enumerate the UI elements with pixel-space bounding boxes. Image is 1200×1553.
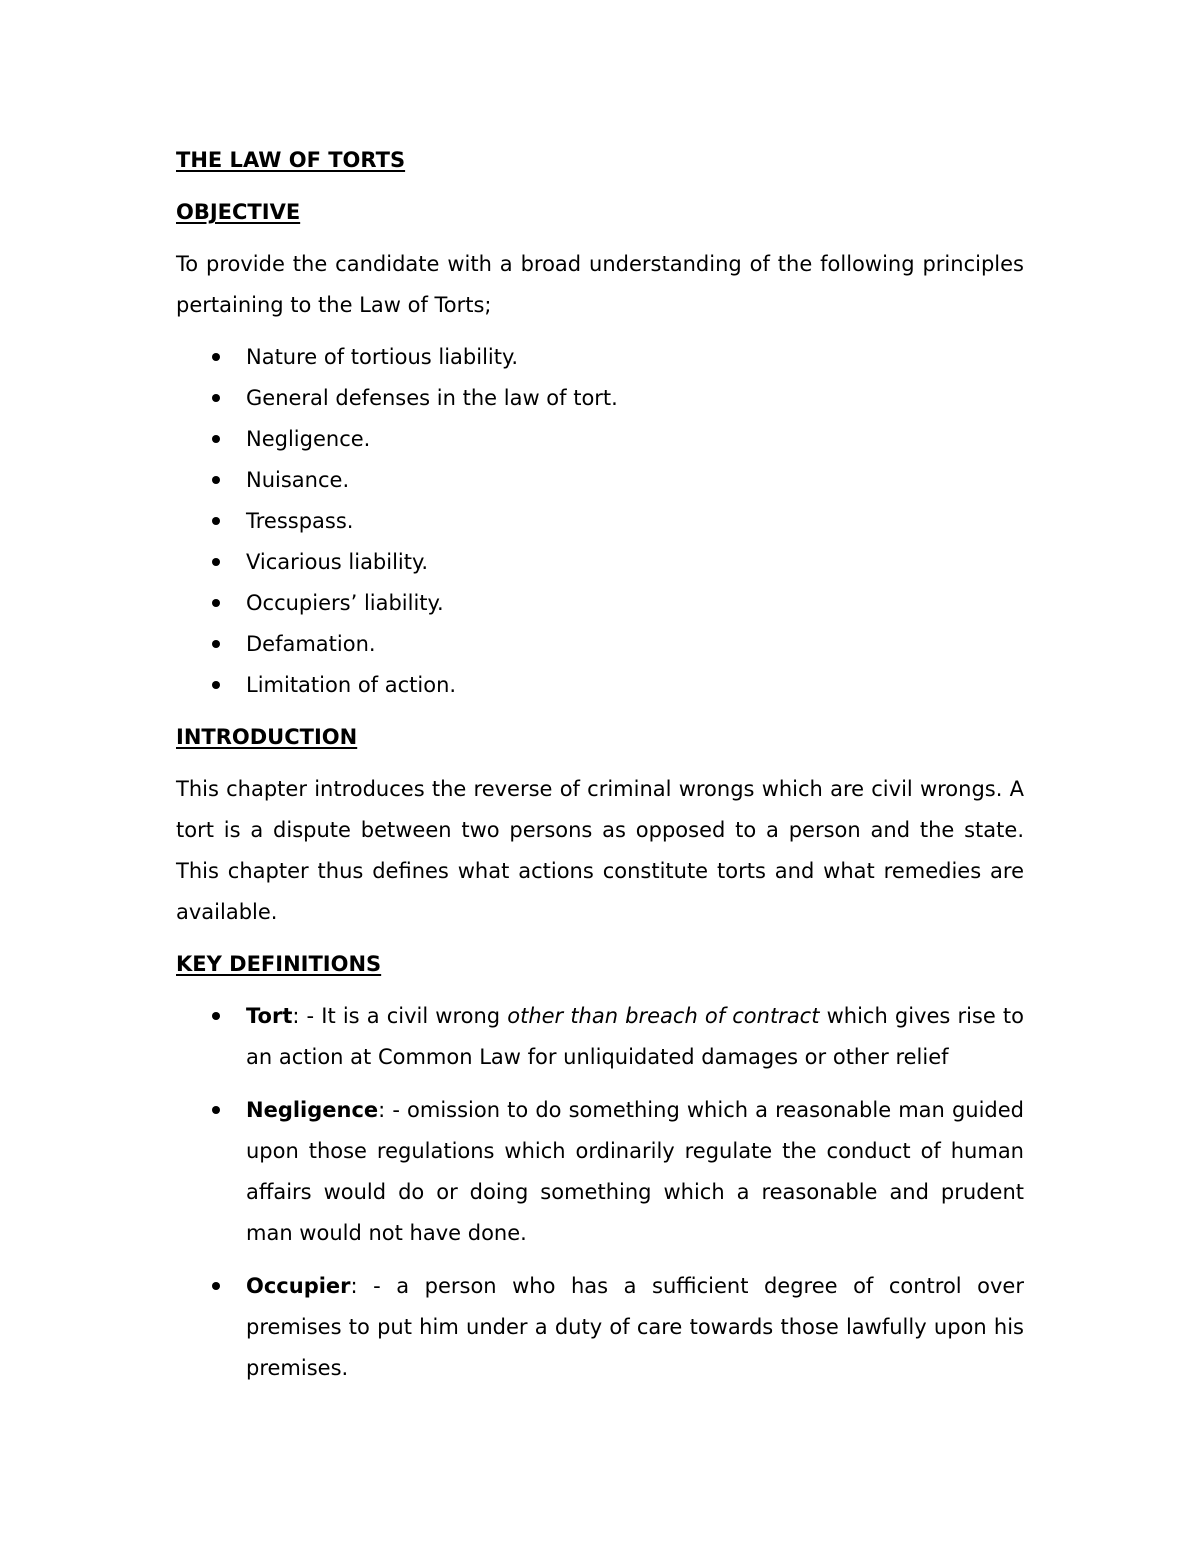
definition-item-occupier: [175, 1266, 1024, 1389]
bullet-icon: [212, 353, 220, 361]
bullet-icon: [212, 517, 220, 525]
key-definitions-heading: KEY DEFINITIONS: [176, 952, 382, 976]
list-item-text: Defamation.: [246, 632, 376, 656]
definition-separator: : -: [378, 1098, 408, 1122]
bullet-icon: [212, 1012, 220, 1020]
list-item: [175, 378, 1024, 419]
definition-text: a person who has a sufficient degree of control over premises to put him under a duty of care towards those lawfully upon his premises.: [246, 1274, 1024, 1380]
bullet-icon: [212, 640, 220, 648]
bullet-icon: [212, 1282, 220, 1290]
introduction-text: This chapter introduces the reverse of criminal wrongs which are civil wrongs. A tort is a dispute between two persons as opposed to a person and the state. This chapter thus defines what actions constitute torts and what remedies are available.: [176, 777, 1024, 924]
list-item-text: Vicarious liability.: [246, 550, 429, 574]
definition-text: It is a civil wrong: [321, 1004, 508, 1028]
introduction-heading: INTRODUCTION: [176, 725, 358, 749]
definition-term: Occupier: [246, 1274, 351, 1298]
list-item-text: Nuisance.: [246, 468, 350, 492]
bullet-icon: [212, 681, 220, 689]
list-item: [175, 542, 1024, 583]
objective-heading: OBJECTIVE: [176, 200, 301, 224]
definition-separator: : -: [292, 1004, 322, 1028]
list-item-text: Nature of tortious liability.: [246, 345, 519, 369]
objective-intro: To provide the candidate with a broad understanding of the following principles pertaining to the Law of Torts;: [176, 252, 1024, 317]
list-item: [175, 624, 1024, 665]
list-item-text: Tresspass.: [246, 509, 354, 533]
definition-item-negligence: [175, 1090, 1024, 1254]
list-item-text: Occupiers’ liability.: [246, 591, 444, 615]
definition-text: omission to do something which a reasonable man guided upon those regulations which ordinarily regulate the conduct of human affairs would do or doing something which a reasonable and prudent man would not have done.: [246, 1098, 1024, 1245]
document-page: [176, 140, 1024, 1401]
document-title: THE LAW OF TORTS: [176, 148, 406, 172]
list-item-text: Negligence.: [246, 427, 371, 451]
definition-term: Tort: [246, 1004, 293, 1028]
definitions-list: [176, 996, 1024, 1389]
definition-text-continued: which gives rise to an action at Common Law for unliquidated damages or other relief: [246, 1004, 1024, 1069]
bullet-icon: [212, 476, 220, 484]
list-item-text: General defenses in the law of tort.: [246, 386, 618, 410]
list-item: [175, 501, 1024, 542]
definition-emphasis: other than breach of contract: [507, 1004, 820, 1028]
list-item: [175, 583, 1024, 624]
definition-separator: : -: [350, 1274, 397, 1298]
list-item-text: Limitation of action.: [246, 673, 457, 697]
objective-list: [176, 337, 1024, 706]
bullet-icon: [212, 558, 220, 566]
list-item: [175, 665, 1024, 706]
bullet-icon: [212, 599, 220, 607]
list-item: [175, 337, 1024, 378]
bullet-icon: [212, 1106, 220, 1114]
list-item: [175, 419, 1024, 460]
bullet-icon: [212, 394, 220, 402]
bullet-icon: [212, 435, 220, 443]
list-item: [175, 460, 1024, 501]
definition-term: Negligence: [246, 1098, 379, 1122]
definition-item-tort: [175, 996, 1024, 1078]
